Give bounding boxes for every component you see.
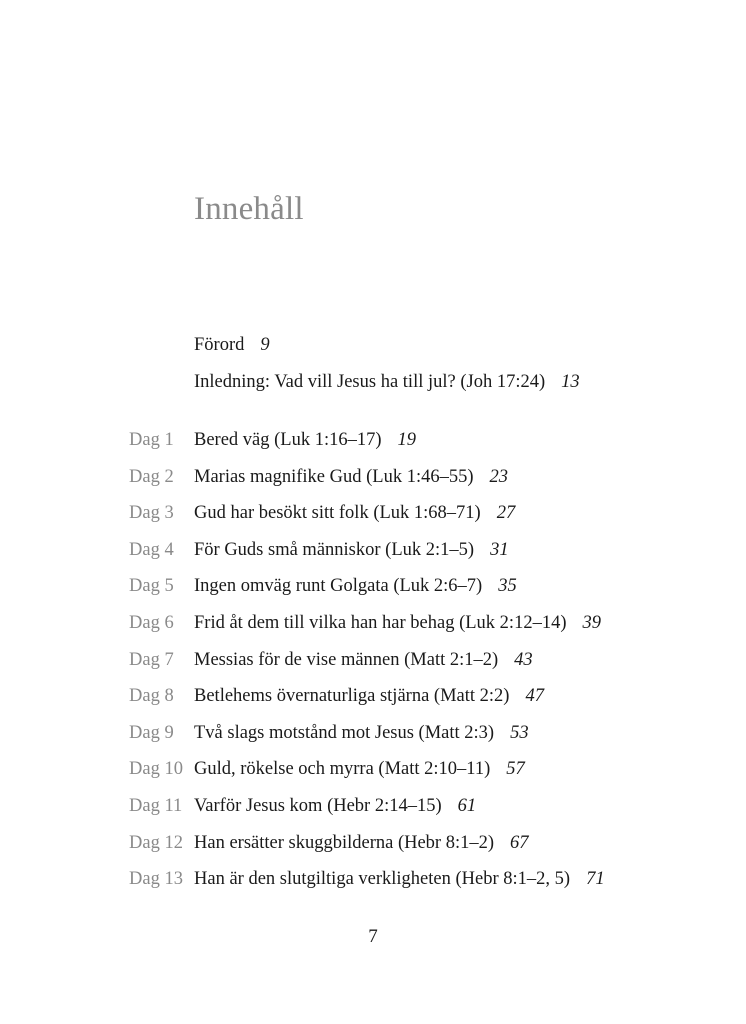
toc-entry-text bbox=[194, 864, 605, 894]
toc-entry-title: Frid åt dem till vilka han har behag (Luk 2:12–14) bbox=[194, 613, 567, 633]
toc-entry-title: Förord bbox=[194, 335, 245, 355]
toc-day-label: Dag 6 bbox=[129, 613, 174, 633]
toc-entry-day-6[interactable] bbox=[0, 608, 746, 638]
toc-day-label: Dag 1 bbox=[129, 430, 174, 450]
toc-entry-text bbox=[194, 791, 476, 821]
toc-entry-page: 61 bbox=[457, 796, 477, 816]
page-number: 7 bbox=[368, 926, 378, 947]
toc-entry-page: 19 bbox=[397, 430, 417, 450]
toc-entry-page: 9 bbox=[260, 335, 270, 355]
toc-entry-page: 31 bbox=[490, 540, 509, 560]
toc-entry-day-10[interactable] bbox=[0, 754, 746, 784]
toc-day-label: Dag 5 bbox=[129, 576, 174, 596]
toc-entry-page: 71 bbox=[586, 869, 605, 889]
toc-entry-page: 47 bbox=[525, 686, 544, 706]
toc-day-label: Dag 8 bbox=[129, 686, 174, 706]
toc-entry-day-12[interactable] bbox=[0, 828, 746, 858]
toc-day-label: Dag 12 bbox=[129, 833, 183, 853]
toc-entry-day-4[interactable] bbox=[0, 535, 746, 565]
toc-entry-text bbox=[194, 645, 533, 675]
toc-entry-title: Han är den slutgiltiga verkligheten (Hebr 8:1–2, 5) bbox=[194, 869, 571, 889]
page-title: Innehåll bbox=[194, 191, 304, 227]
toc-entry-page: 67 bbox=[510, 833, 529, 853]
toc-entry-day-5[interactable] bbox=[0, 571, 746, 601]
toc-entry-page: 39 bbox=[582, 613, 601, 633]
toc-entry-title: För Guds små människor (Luk 2:1–5) bbox=[194, 540, 475, 560]
toc-entry-title: Han ersätter skuggbilderna (Hebr 8:1–2) bbox=[194, 833, 495, 853]
toc-entry-text bbox=[194, 425, 416, 455]
toc-entry-text bbox=[194, 828, 529, 858]
toc-entry-page: 57 bbox=[506, 759, 525, 779]
toc-entry-title: Inledning: Vad vill Jesus ha till jul? (Joh 17:24) bbox=[194, 372, 546, 392]
toc-entry-page: 27 bbox=[496, 503, 516, 523]
toc-entry-title: Guld, rökelse och myrra (Matt 2:10–11) bbox=[194, 759, 491, 779]
toc-entry-text bbox=[194, 608, 601, 638]
toc-entry-day-11[interactable] bbox=[0, 791, 746, 821]
toc-day-label: Dag 4 bbox=[129, 540, 174, 560]
toc-entry-title: Bered väg (Luk 1:16–17) bbox=[194, 430, 382, 450]
toc-entry-page: 23 bbox=[489, 467, 508, 487]
toc-day-label: Dag 7 bbox=[129, 650, 174, 670]
toc-entry-title: Varför Jesus kom (Hebr 2:14–15) bbox=[194, 796, 442, 816]
toc-day-label: Dag 2 bbox=[129, 467, 174, 487]
toc-day-label: Dag 10 bbox=[129, 759, 183, 779]
toc-entry-text bbox=[194, 462, 508, 492]
toc-day-label: Dag 13 bbox=[129, 869, 183, 889]
toc-entry-page: 53 bbox=[510, 723, 529, 743]
toc-entry-day-8[interactable] bbox=[0, 681, 746, 711]
toc-entry-day-9[interactable] bbox=[0, 718, 746, 748]
toc-day-label: Dag 9 bbox=[129, 723, 174, 743]
toc-entry-day-1[interactable] bbox=[0, 425, 746, 455]
toc-entry-text bbox=[194, 535, 509, 565]
toc-entry-day-3[interactable] bbox=[0, 498, 746, 528]
toc-entry-text bbox=[194, 681, 544, 711]
toc-day-label: Dag 11 bbox=[129, 796, 183, 816]
toc-entry-text bbox=[194, 498, 515, 528]
toc-entry-day-2[interactable] bbox=[0, 462, 746, 492]
toc-entry-title: Gud har besökt sitt folk (Luk 1:68–71) bbox=[194, 503, 481, 523]
toc-day-label: Dag 3 bbox=[129, 503, 174, 523]
toc-entry-day-13[interactable] bbox=[0, 864, 746, 894]
toc-entry-page: 35 bbox=[498, 576, 517, 596]
toc-entry-text bbox=[194, 571, 517, 601]
toc-entry-title: Messias för de vise männen (Matt 2:1–2) bbox=[194, 650, 499, 670]
toc-entry-text bbox=[194, 330, 270, 360]
toc-entry-day-7[interactable] bbox=[0, 645, 746, 675]
toc-entry-text bbox=[194, 718, 529, 748]
toc-entry-title: Två slags motstånd mot Jesus (Matt 2:3) bbox=[194, 723, 495, 743]
toc-entry-text bbox=[194, 367, 580, 397]
toc-entry-title: Marias magnifike Gud (Luk 1:46–55) bbox=[194, 467, 474, 487]
toc-entry-forord[interactable] bbox=[0, 330, 746, 360]
toc-entry-page: 43 bbox=[514, 650, 533, 670]
toc-entry-title: Ingen omväg runt Golgata (Luk 2:6–7) bbox=[194, 576, 483, 596]
toc-entry-inledning[interactable] bbox=[0, 367, 746, 397]
toc-entry-text bbox=[194, 754, 525, 784]
toc-entry-title: Betlehems övernaturliga stjärna (Matt 2:2) bbox=[194, 686, 510, 706]
toc-entry-page: 13 bbox=[561, 372, 580, 392]
